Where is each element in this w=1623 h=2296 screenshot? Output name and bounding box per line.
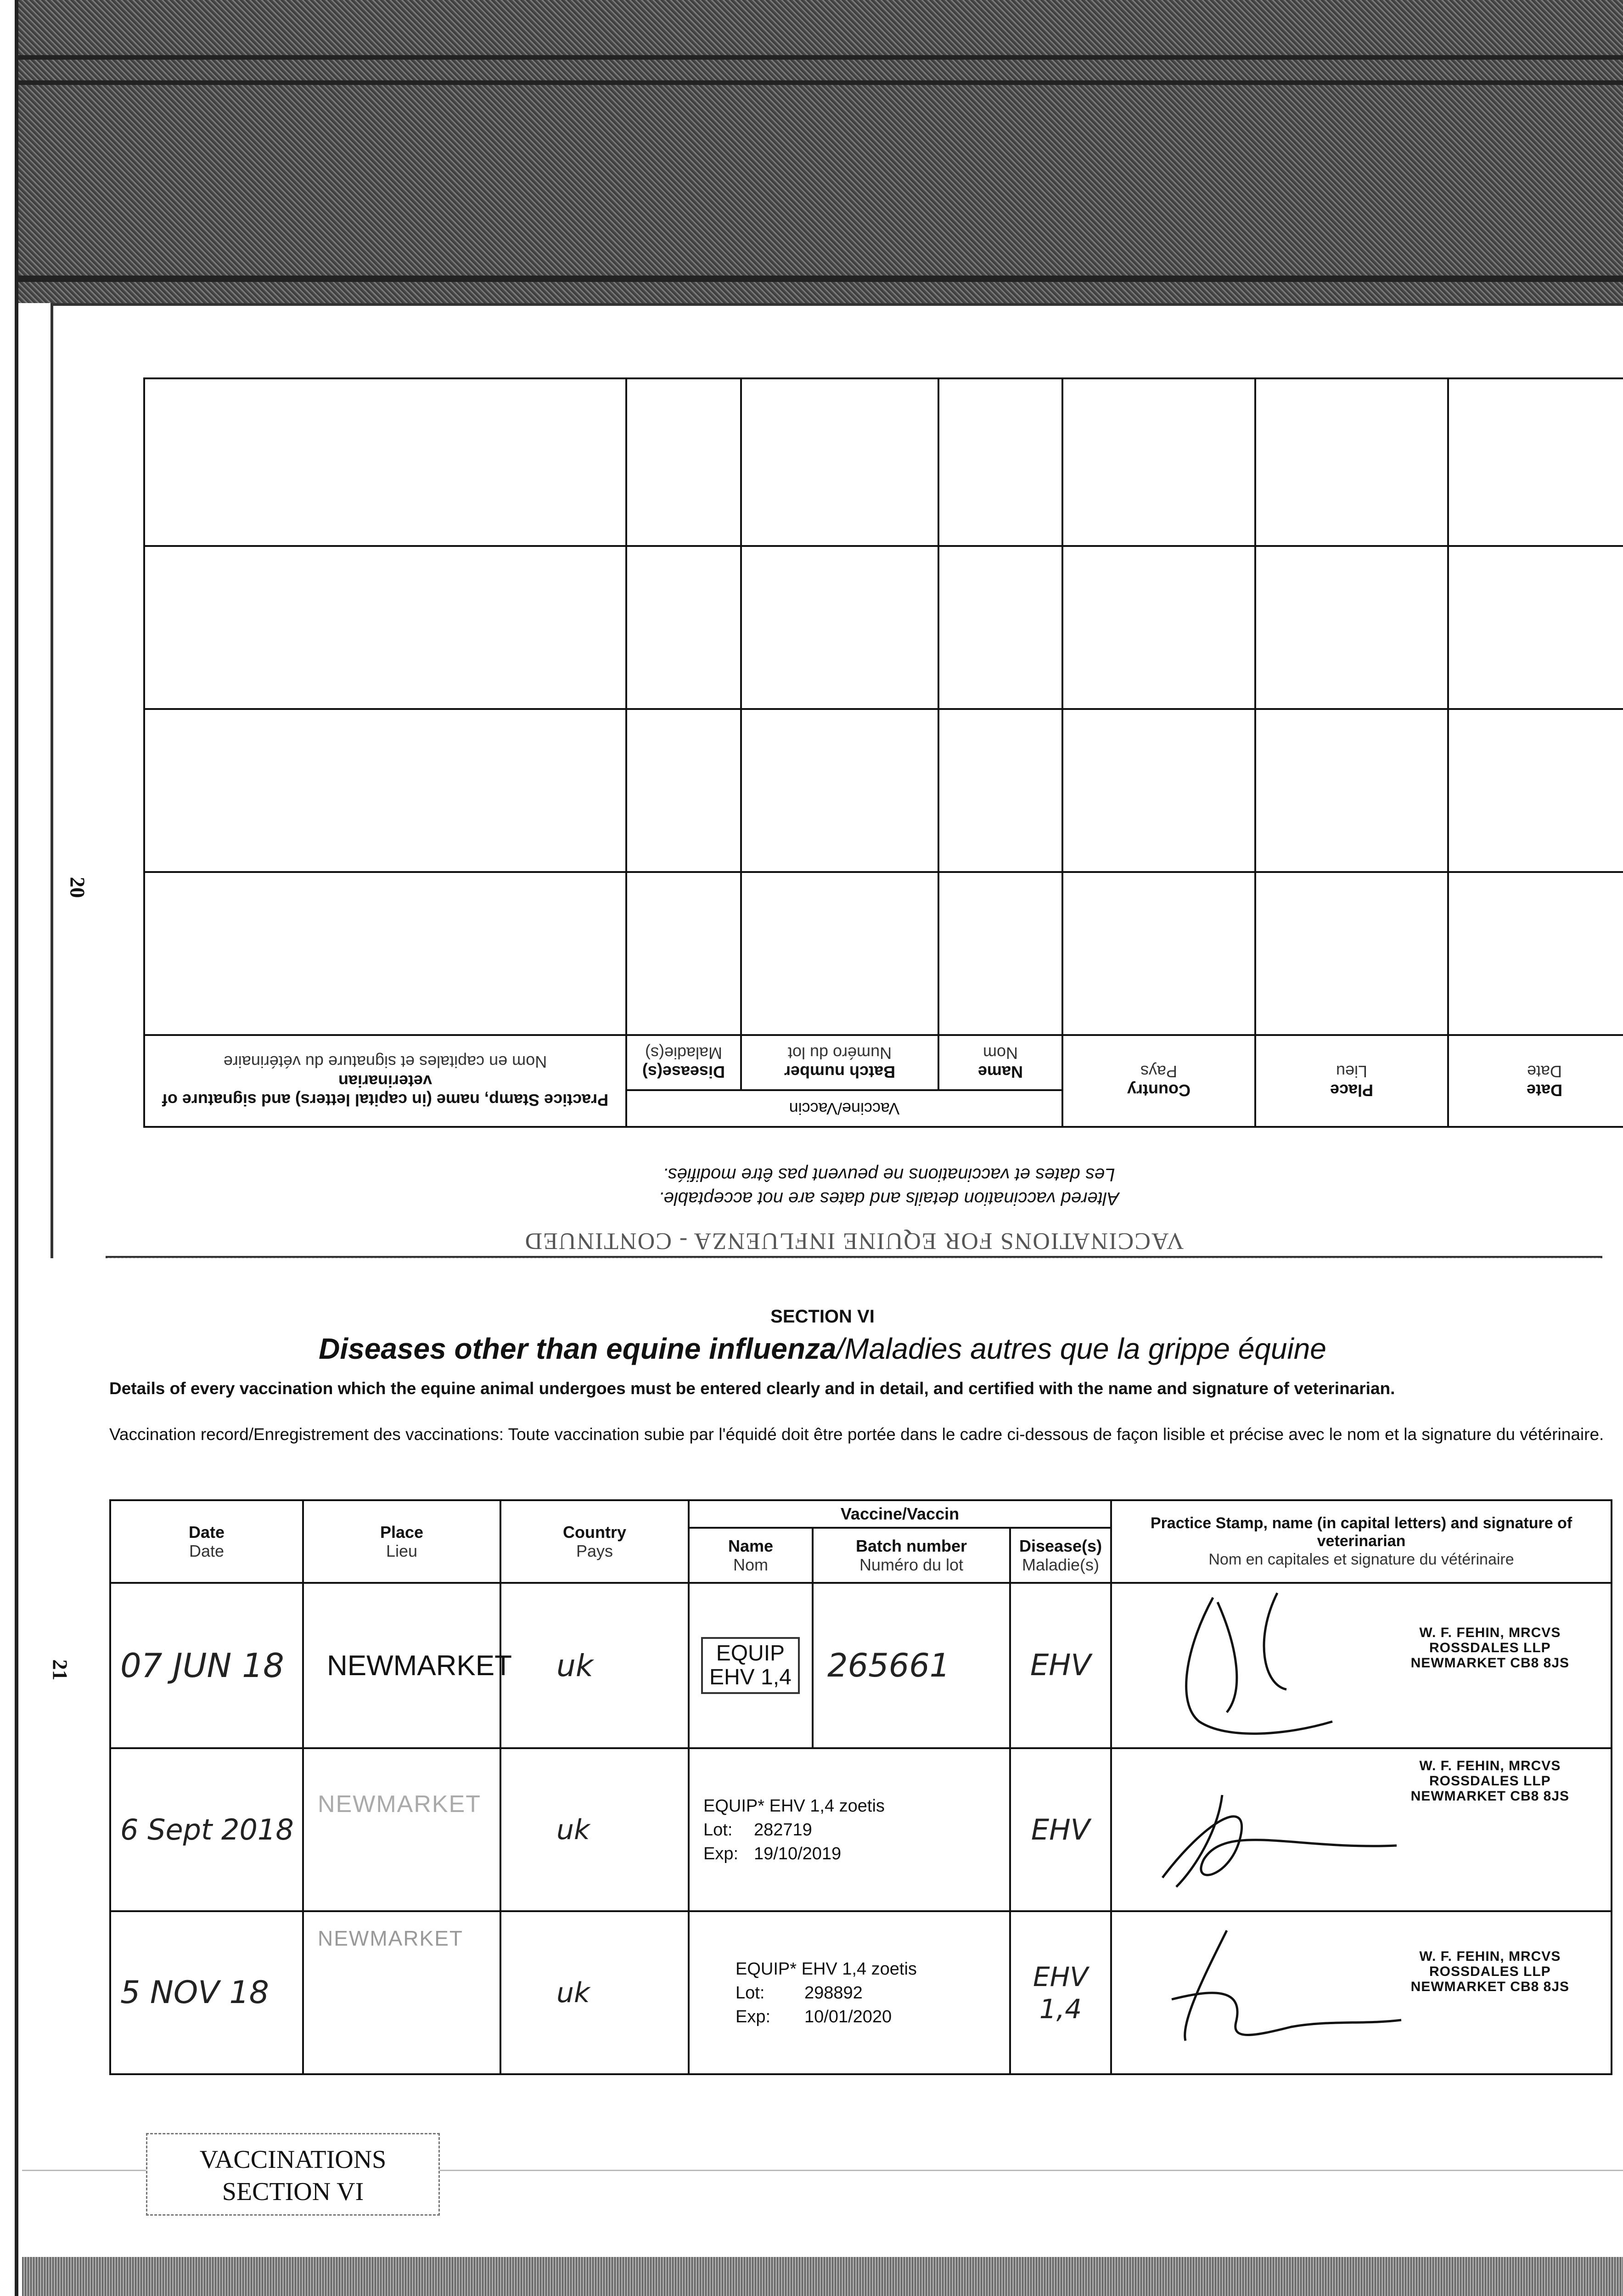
product-stamp: EQUIP EHV 1,4 — [701, 1637, 800, 1694]
row-batch: 265661 — [813, 1583, 1010, 1748]
table-row — [144, 872, 1623, 1035]
row-place: NEWMARKET — [303, 1583, 500, 1748]
table-row — [110, 1748, 1612, 1911]
section-label: SECTION VI — [770, 1306, 875, 1327]
table-row — [144, 546, 1623, 709]
hdr-vaccine: Vaccine/Vaccin — [626, 1090, 1062, 1127]
scanned-cover-bottom — [22, 2257, 1623, 2296]
table-row — [110, 1911, 1612, 2074]
hdr-country: Country Pays — [1062, 1035, 1255, 1127]
instructions-fr: Vaccination record/Enregistrement des vaccinations: Toute vaccination subie par l'équidé doit être portée dans le cadre ci-dessous de façon lisible et précise avec le nom et la signature du vétérinaire. — [109, 1425, 1604, 1444]
scan-band — [18, 276, 1623, 282]
hdr-date: Date Date — [110, 1500, 303, 1583]
hdr-batch: Batch number Numéro du lot — [813, 1528, 1010, 1583]
product-name: EQUIP* EHV 1,4 zoetis — [703, 1796, 885, 1816]
row-disease: EHV 1,4 — [1010, 1911, 1111, 2074]
page-20 — [51, 303, 1623, 1261]
exp-line: Exp: 19/10/2019 — [703, 1844, 842, 1863]
hdr-place: Place Lieu — [303, 1500, 500, 1583]
row-stamp — [1111, 1748, 1612, 1911]
row-stamp — [1111, 1911, 1612, 2074]
scan-band — [18, 55, 1623, 60]
section-tab-line1: VACCINATIONS — [199, 2145, 387, 2174]
vet-stamp: W. F. FEHIN, MRCVS ROSSDALES LLP NEWMARKET CB8 8JS — [1410, 1625, 1570, 1671]
instructions-en: Details of every vaccination which the equine animal undergoes must be entered clearly and in detail, and certified with the name and signature of veterinarian. — [109, 1379, 1395, 1398]
title-en: Diseases other than equine influenza — [319, 1332, 837, 1365]
table-row — [144, 378, 1623, 546]
hdr-date: Date Date — [1448, 1035, 1623, 1127]
row-date: 07 JUN 18 — [110, 1583, 303, 1748]
page-20-vaccination-table — [143, 377, 1623, 1128]
vet-stamp: W. F. FEHIN, MRCVS ROSSDALES LLP NEWMARKET CB8 8JS — [1410, 1758, 1570, 1804]
row-name — [689, 1583, 813, 1748]
row-place: NEWMARKET — [303, 1911, 500, 2074]
section-tab-line2: SECTION VI — [222, 2178, 364, 2206]
page-20-notice — [567, 1160, 1210, 1210]
row-country: uk — [500, 1583, 689, 1748]
hdr-disease: Disease(s) Maladie(s) — [1010, 1528, 1111, 1583]
row-country: uk — [500, 1911, 689, 2074]
hdr-place: Place Lieu — [1255, 1035, 1448, 1127]
row-disease: EHV — [1010, 1748, 1111, 1911]
row-date: 5 NOV 18 — [110, 1911, 303, 2074]
table-row — [110, 1583, 1612, 1748]
hdr-vaccine: Vaccine/Vaccin — [689, 1500, 1111, 1528]
product-name: EQUIP* EHV 1,4 zoetis — [736, 1959, 917, 1979]
page-21 — [22, 1258, 1623, 2296]
row-name-batch — [689, 1748, 1010, 1911]
vaccination-table — [109, 1499, 1612, 2075]
page-number-21: 21 — [48, 1659, 72, 1681]
row-disease: EHV — [1010, 1583, 1111, 1748]
binding-edge — [0, 0, 18, 2296]
hdr-name: Name Nom — [689, 1528, 813, 1583]
signature-icon — [1149, 1767, 1406, 1905]
section-title — [22, 1332, 1623, 1366]
page-20-rotated-table-wrap — [145, 379, 1623, 1128]
hdr-country: Country Pays — [500, 1500, 689, 1583]
notice-en: Altered vaccination details and dates are not acceptable. — [658, 1188, 1119, 1209]
title-separator: / — [836, 1332, 845, 1365]
signature-icon — [1153, 1921, 1410, 2059]
continued-bar: VACCINATIONS FOR EQUINE INFLUENZA - CONTINUED — [524, 1228, 1184, 1254]
lot-line: Lot: 282719 — [703, 1820, 812, 1840]
vet-stamp: W. F. FEHIN, MRCVS ROSSDALES LLP NEWMARKET CB8 8JS — [1410, 1949, 1570, 1994]
row-date: 6 Sept 2018 — [110, 1748, 303, 1911]
title-fr: Maladies autres que la grippe équine — [844, 1332, 1326, 1365]
row-place: NEWMARKET — [303, 1748, 500, 1911]
hdr-batch: Batch number Numéro du lot — [741, 1035, 938, 1090]
scanned-cover-top — [18, 0, 1623, 303]
scan-band — [18, 80, 1623, 85]
lot-line: Lot: 298892 — [736, 1983, 863, 2003]
hdr-name: Name Nom — [938, 1035, 1062, 1090]
notice-fr: Les dates et vaccinations ne peuvent pas être modifiés. — [663, 1165, 1115, 1185]
section-tab[interactable] — [146, 2133, 440, 2216]
hdr-stamp: Practice Stamp, name (in capital letters) and signature of veterinarian Nom en capitales et signature du vétérinaire — [144, 1035, 626, 1127]
hdr-stamp: Practice Stamp, name (in capital letters) and signature of veterinarian Nom en capitales et signature du vétérinaire — [1111, 1500, 1612, 1583]
row-name-batch — [689, 1911, 1010, 2074]
row-stamp — [1111, 1583, 1612, 1748]
exp-line: Exp: 10/01/2020 — [736, 2007, 892, 2026]
table-row — [144, 709, 1623, 872]
row-country: uk — [500, 1748, 689, 1911]
signature-icon — [1149, 1584, 1342, 1745]
hdr-disease: Disease(s) Maladie(s) — [626, 1035, 741, 1090]
page-number-20: 20 — [66, 877, 90, 898]
